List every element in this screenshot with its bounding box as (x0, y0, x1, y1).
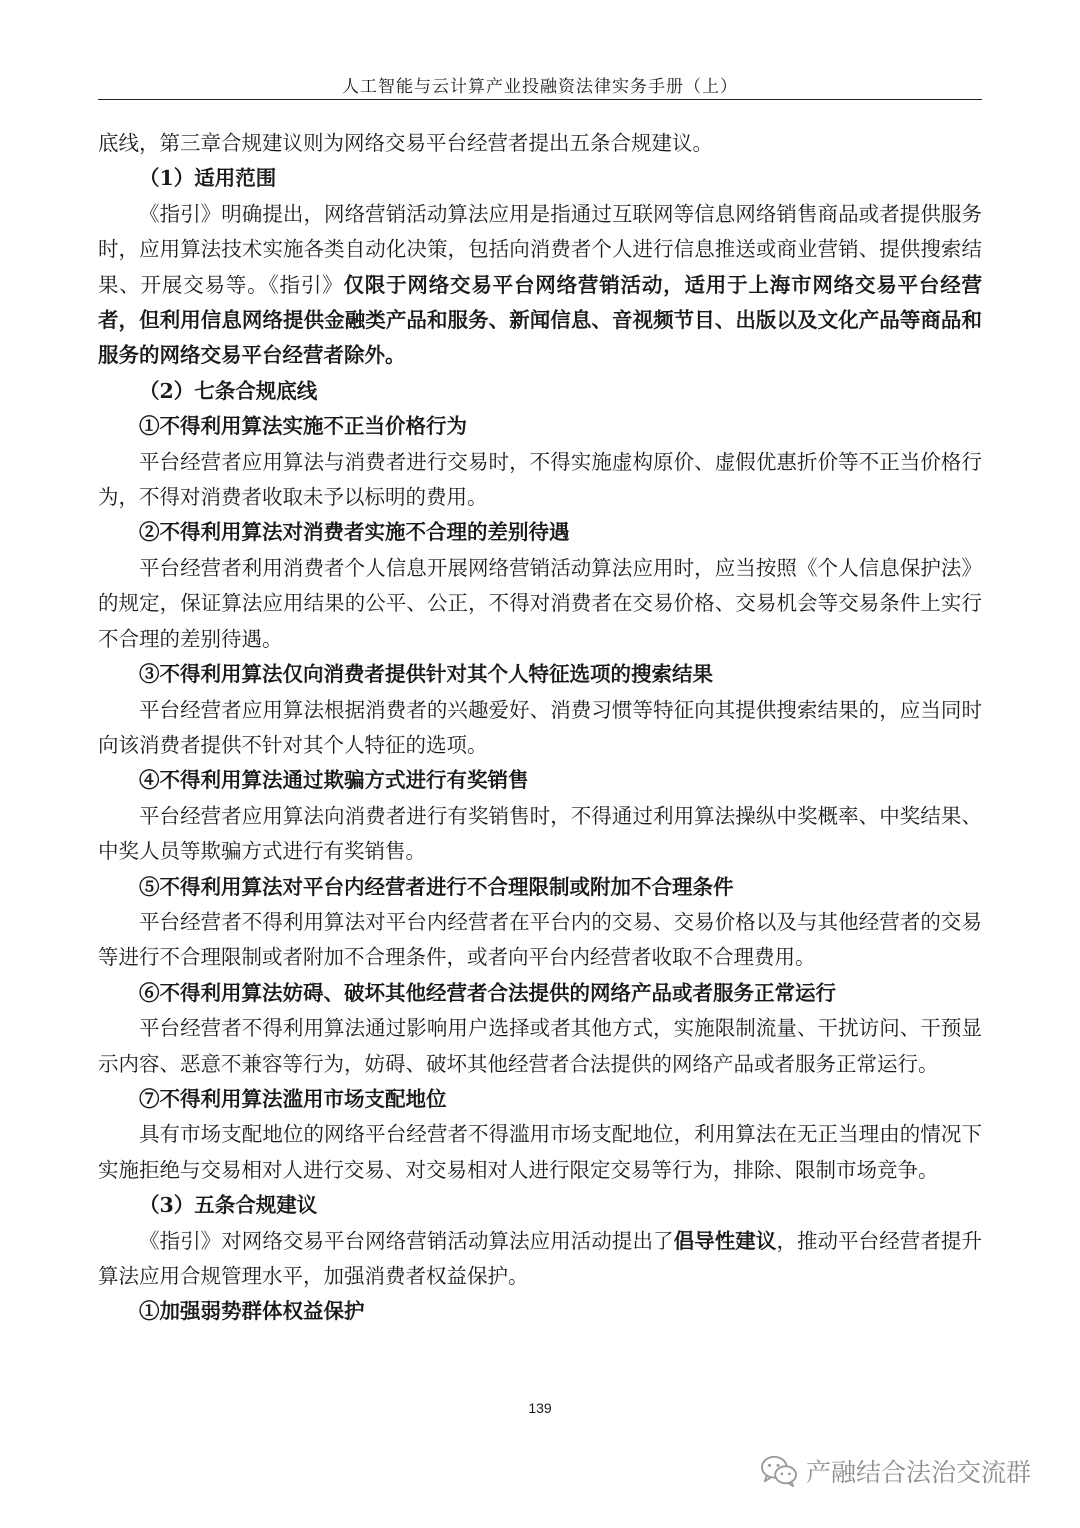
scope-text: 《指引》明确提出，网络营销活动算法应用是指通过互联网等信息网络销售商品或者提供服务时，应用算法技术实施各类自动化决策，包括向消费者个人进行信息推送或商业营销、提供搜索结果、开展交易等。《指引》 (98, 201, 982, 297)
rule-7-title: ⑦不得利用算法滥用市场支配地位 (139, 1086, 447, 1111)
section-heading-bottom-lines: （2）七条合规底线 (139, 378, 318, 403)
section-heading-scope: （1）适用范围 (139, 166, 277, 191)
section-heading-suggestions: （3）五条合规建议 (139, 1193, 318, 1218)
wechat-icon (760, 1454, 798, 1488)
suggestion-1-title: ①加强弱势群体权益保护 (139, 1299, 365, 1324)
rule-3-title: ③不得利用算法仅向消费者提供针对其个人特征选项的搜索结果 (139, 662, 713, 687)
running-header: 人工智能与云计算产业投融资法律实务手册（上） (342, 77, 738, 97)
suggestions-text-a: 《指引》对网络交易平台网络营销活动算法应用活动提出了 (139, 1228, 674, 1253)
page-number: 139 (528, 1400, 552, 1416)
rule-2-text: 平台经营者利用消费者个人信息开展网络营销活动算法应用时，应当按照《个人信息保护法》的规定，保证算法应用结果的公平、公正，不得对消费者在交易价格、交易机会等交易条件上实行不合理的差别待遇。 (98, 555, 982, 651)
rule-6-text: 平台经营者不得利用算法通过影响用户选择或者其他方式，实施限制流量、干扰访问、干预显示内容、恶意不兼容等行为，妨碍、破坏其他经营者合法提供的网络产品或者服务正常运行。 (98, 1016, 982, 1076)
rule-4-title: ④不得利用算法通过欺骗方式进行有奖销售 (139, 768, 529, 793)
rule-5-text: 平台经营者不得利用算法对平台内经营者在平台内的交易、交易价格以及与其他经营者的交易等进行不合理限制或者附加不合理条件，或者向平台内经营者收取不合理费用。 (98, 909, 982, 970)
rule-5-title: ⑤不得利用算法对平台内经营者进行不合理限制或附加不合理条件 (139, 874, 734, 899)
rule-1-title: ①不得利用算法实施不正当价格行为 (139, 414, 467, 439)
paragraph-suggestions (98, 1224, 982, 1295)
rule-2-title: ②不得利用算法对消费者实施不合理的差别待遇 (139, 520, 570, 545)
suggestions-bold-text: 倡导性建议 (673, 1228, 777, 1253)
rule-3-text: 平台经营者应用算法根据消费者的兴趣爱好、消费习惯等特征向其提供搜索结果的，应当同时向该消费者提供不针对其个人特征的选项。 (98, 697, 982, 757)
watermark-text: 产融结合法治交流群 (806, 1458, 1032, 1487)
watermark (760, 1453, 1031, 1489)
page-body (98, 126, 982, 1330)
rule-4-text: 平台经营者应用算法向消费者进行有奖销售时，不得通过利用算法操纵中奖概率、中奖结果、中奖人员等欺骗方式进行有奖销售。 (98, 803, 982, 864)
suggestions-text-b: ，推动平台经营者提升算法应用合规管理水平，加强消费者权益保护。 (98, 1228, 982, 1288)
paragraph-scope (98, 197, 982, 374)
header-rule (98, 99, 982, 100)
scope-bold-text: 仅限于网络交易平台网络营销活动，适用于上海市网络交易平台经营者，但利用信息网络提供金融类产品和服务、新闻信息、音视频节目、出版以及文化产品等商品和服务的网络交易平台经营者除外。 (98, 272, 983, 368)
rule-6-title: ⑥不得利用算法妨碍、破坏其他经营者合法提供的网络产品或者服务正常运行 (139, 980, 836, 1005)
paragraph-intro: 底线，第三章合规建议则为网络交易平台经营者提出五条合规建议。 (98, 131, 713, 155)
rule-7-text: 具有市场支配地位的网络平台经营者不得滥用市场支配地位，利用算法在无正当理由的情况下实施拒绝与交易相对人进行交易、对交易相对人进行限定交易等行为，排除、限制市场竞争。 (98, 1122, 982, 1182)
rule-1-text: 平台经营者应用算法与消费者进行交易时，不得实施虚构原价、虚假优惠折价等不正当价格行为，不得对消费者收取未予以标明的费用。 (98, 449, 982, 510)
